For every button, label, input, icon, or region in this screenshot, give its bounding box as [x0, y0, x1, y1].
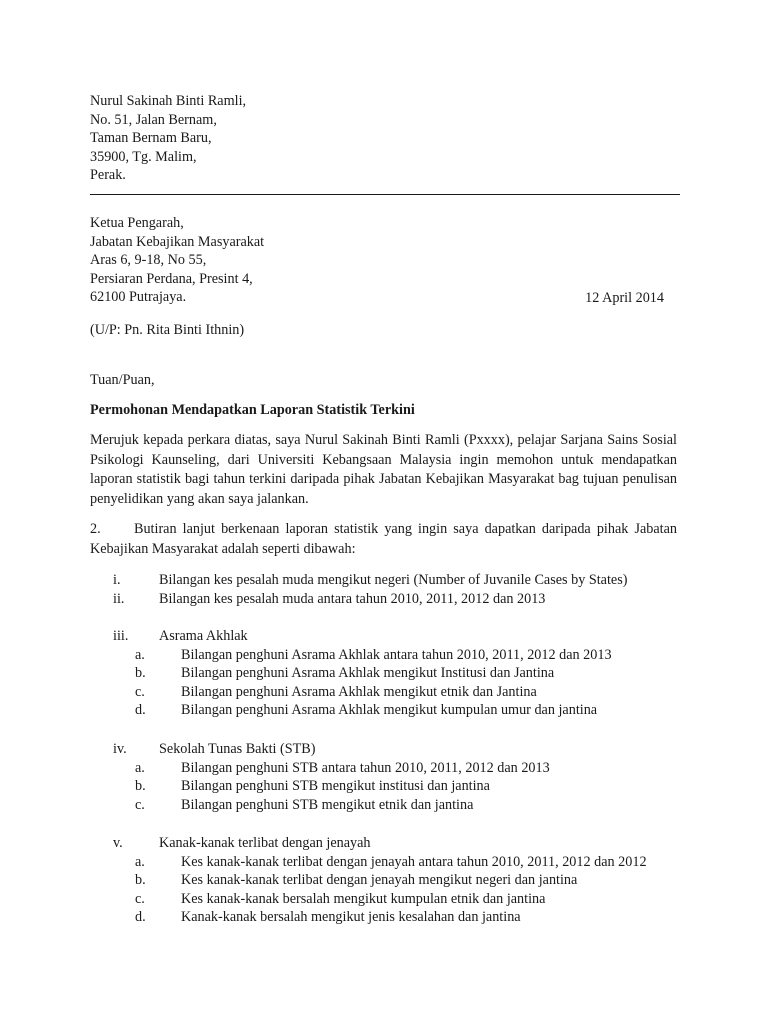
paragraph-1: Merujuk kepada perkara diatas, saya Nurul Sakinah Binti Ramli (Pxxxx), pelajar Sarjana Sains Sosial Psikologi Kaunseling, dari Universiti Kebangsaan Malaysia ingin memohon untuk mendapatkan laporan statistik bagi tahun terkini daripada pihak Jabatan Kebajikan Masyarakat bag tujuan penulisan penyelidikan yang akan saya jalankan. — [90, 432, 677, 507]
sub-list-item-text: Kanak-kanak bersalah mengikut jenis kesalahan dan jantina — [181, 909, 521, 926]
sub-list-item — [90, 683, 680, 702]
sub-list-item — [90, 777, 680, 796]
sender-line: 35900, Tg. Malim, — [90, 148, 197, 165]
list-item-text: Asrama Akhlak — [159, 628, 248, 644]
sub-list-item-letter: c. — [135, 796, 145, 813]
sub-list-item — [90, 871, 680, 890]
salutation-text: Tuan/Puan, — [90, 372, 155, 388]
sub-list-item — [90, 701, 680, 720]
sub-list-item-text: Bilangan penghuni STB mengikut institusi dan jantina — [181, 778, 490, 795]
letter-date: 12 April 2014 — [585, 289, 664, 306]
sub-list-item-letter: c. — [135, 683, 145, 700]
sub-list-item-letter: b. — [135, 778, 146, 795]
sub-list-item-text: Bilangan penghuni Asrama Akhlak mengikut kumpulan umur dan jantina — [181, 702, 598, 719]
sub-list-item — [90, 853, 680, 872]
sub-list-item-letter: b. — [135, 872, 146, 889]
sender-line: Nurul Sakinah Binti Ramli, — [90, 93, 247, 109]
paragraph-2-number: 2. — [90, 521, 101, 537]
sub-list-item-letter: b. — [135, 665, 146, 682]
sender-line: No. 51, Jalan Bernam, — [90, 111, 217, 128]
sub-list-item-text: Kes kanak-kanak terlibat dengan jenayah mengikut negeri dan jantina — [181, 872, 578, 889]
list-item — [90, 627, 680, 646]
recipient-line: Ketua Pengarah, — [90, 215, 184, 231]
list-item — [90, 590, 680, 609]
recipient-line: Jabatan Kebajikan Masyarakat — [90, 233, 265, 250]
sub-list-item-text: Bilangan penghuni STB antara tahun 2010, 2011, 2012 dan 2013 — [181, 759, 550, 776]
sub-list-item-letter: d. — [135, 702, 146, 719]
list-item — [90, 740, 680, 759]
list-item-number: iv. — [113, 741, 127, 757]
sub-list-item-letter: a. — [135, 853, 145, 870]
paragraph-2-text: Butiran lanjut berkenaan laporan statistik yang ingin saya dapatkan daripada pihak Jabatan Kebajikan Masyarakat adalah seperti dibawah: — [90, 521, 677, 557]
recipient-line: 62100 Putrajaya. — [90, 289, 187, 306]
subject-text: Permohonan Mendapatkan Laporan Statistik Terkini — [90, 402, 415, 418]
sender-address — [90, 92, 246, 185]
recipient-address — [90, 214, 264, 307]
recipient-line: Persiaran Perdana, Presint 4, — [90, 270, 253, 287]
recipient-line: Aras 6, 9-18, No 55, — [90, 252, 207, 269]
sender-line: Perak. — [90, 167, 126, 184]
sub-list-item-text: Bilangan penghuni STB mengikut etnik dan jantina — [181, 796, 474, 813]
sub-list-item — [90, 646, 680, 665]
list-item-text: Bilangan kes pesalah muda mengikut negeri (Number of Juvanile Cases by States) — [159, 572, 628, 588]
list-item-text: Sekolah Tunas Bakti (STB) — [159, 741, 316, 757]
request-list-section-iii — [90, 627, 680, 720]
sub-list-item-letter: a. — [135, 646, 145, 663]
sub-list-item-text: Bilangan penghuni Asrama Akhlak antara tahun 2010, 2011, 2012 dan 2013 — [181, 646, 612, 663]
list-item — [90, 834, 680, 853]
paragraph-2 — [90, 520, 677, 559]
request-list-section-v — [90, 834, 680, 927]
sub-list-item-text: Bilangan penghuni Asrama Akhlak mengikut Institusi dan Jantina — [181, 665, 555, 682]
request-list — [90, 571, 680, 608]
sub-list-item-letter: d. — [135, 909, 146, 926]
sender-line: Taman Bernam Baru, — [90, 130, 212, 147]
sub-list-item — [90, 664, 680, 683]
list-item-text: Bilangan kes pesalah muda antara tahun 2010, 2011, 2012 dan 2013 — [159, 590, 546, 607]
request-list-section-iv — [90, 740, 680, 814]
attention-line — [90, 321, 244, 340]
list-item-text: Kanak-kanak terlibat dengan jenayah — [159, 835, 371, 851]
salutation — [90, 371, 155, 390]
attention-text: (U/P: Pn. Rita Binti Ithnin) — [90, 322, 245, 338]
header-divider — [90, 194, 680, 195]
sub-list-item — [90, 908, 680, 927]
list-item-number: iii. — [113, 628, 129, 644]
sub-list-item-text: Bilangan penghuni Asrama Akhlak mengikut etnik dan Jantina — [181, 683, 537, 700]
sub-list-item-text: Kes kanak-kanak terlibat dengan jenayah antara tahun 2010, 2011, 2012 dan 2012 — [181, 853, 647, 870]
list-item-number: i. — [113, 572, 121, 588]
sub-list-item — [90, 796, 680, 815]
list-item-number: ii. — [113, 590, 125, 607]
letter-subject — [90, 401, 415, 420]
list-item — [90, 571, 680, 590]
sub-list-item — [90, 759, 680, 778]
sub-list-item-letter: a. — [135, 759, 145, 776]
sub-list-item — [90, 890, 680, 909]
sub-list-item-letter: c. — [135, 890, 145, 907]
list-item-number: v. — [113, 835, 123, 851]
sub-list-item-text: Kes kanak-kanak bersalah mengikut kumpulan etnik dan jantina — [181, 890, 546, 907]
